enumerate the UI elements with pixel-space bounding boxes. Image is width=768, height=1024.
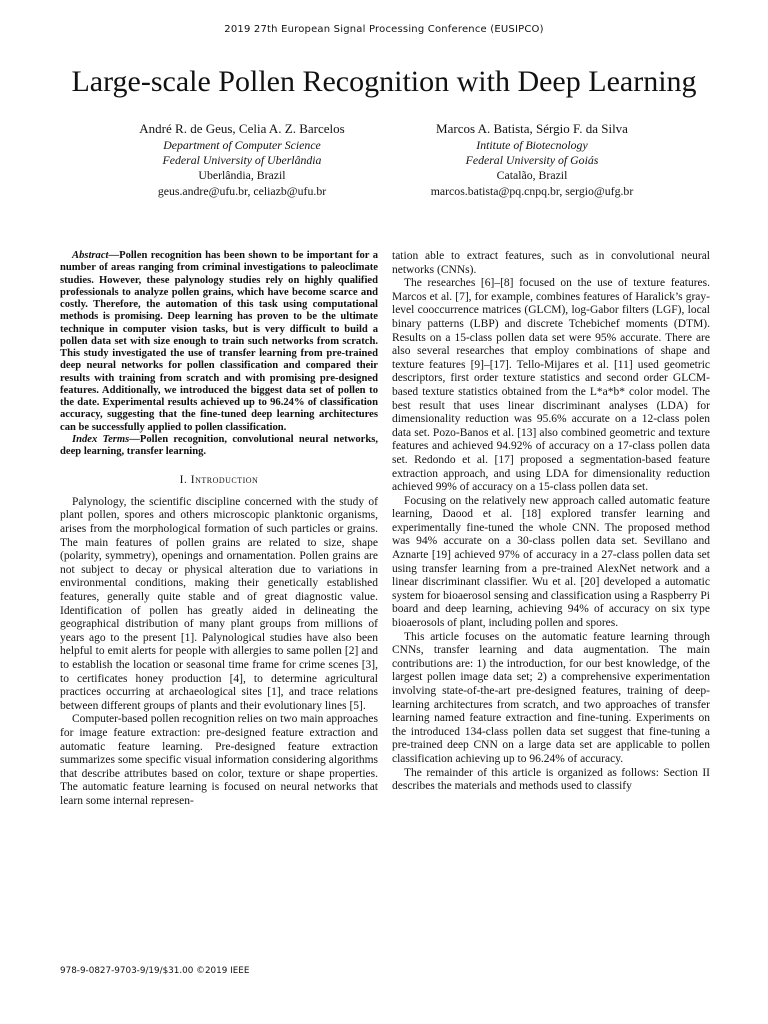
paragraph: Palynology, the scientific discipline concerned with the study of plant pollen, spores and others microscopic planktonic organisms, arises from the morphological formation of such particles or grains. The main features of pollen grains are related to size, shape (polarity, symmetry), openings and ornamentation. Pollen grains are not subject to decay or physical alteration due to variations in environmental conditions, making their genetically established features, generally quite stable and of great diagnostic value. Identification of pollen has greatly aided in delineating the geographical distribution of many plant groups from millions of years ago to the present [1]. Palynological studies have also been helpful to emit alerts for people with allergies to same pollen [2] and to establish the location or seasonal time frame for crime scenes [3], to certificates honey production [4], to determine agricultural practices occurring at archaeological sites [1], and trace relations between different groups of plants and their evolutionary lines [5].	[60, 495, 378, 712]
author-block-2	[382, 120, 682, 199]
author-department: Department of Computer Science	[163, 138, 321, 152]
author-location: Catalão, Brazil	[496, 168, 568, 183]
section-number: I.	[179, 474, 188, 487]
author-block-1	[92, 120, 392, 199]
author-university: Federal University of Uberlândia	[162, 153, 322, 168]
paragraph: Focusing on the relatively new approach called automatic feature learning, Daood et al. [18] explored transfer learning and experimentally fine-tuned the whole CNN. The proposed method was 94% accurate on a 30-class pollen data set. Sevillano and Aznarte [19] achieved 97% of accuracy in a 27-class pollen data set using transfer learning from a pre-trained AlexNet network and a linear discriminant classifier. Wu et al. [20] developed a automatic system for bioaerosol sensing and classification using a Raspberry Pi board and deep learning, achieving 94% of accuracy on six type bioaerosols of plant, including pollen and spores.	[392, 494, 710, 630]
author-email: marcos.batista@pq.cnpq.br, sergio@ufg.br	[430, 183, 634, 198]
abstract	[60, 250, 378, 434]
abstract-label: Abstract	[72, 250, 109, 261]
author-names: André R. de Geus, Celia A. Z. Barcelos	[139, 121, 345, 136]
author-email: geus.andre@ufu.br, celiazb@ufu.br	[157, 183, 327, 198]
author-department: Intitute of Biotecnology	[476, 138, 588, 152]
index-terms	[60, 434, 378, 459]
conference-header: 2019 27th European Signal Processing Conference (EUSIPCO)	[224, 24, 544, 35]
paragraph: This article focuses on the automatic feature learning through CNNs, transfer learning and data augmentation. The main contributions are: 1) the introduction, for our best knowledge, of the largest pollen image data set; 2) a comprehensive experimentation involving state-of-the-art pre-designed features, training of deep-learning architectures from scratch, and two approaches of transfer learning named feature extraction and fine-tuning. Experiments on the introduced 134-class pollen data set suggest that fine-tuning a pre-trained deep CNN on a large data set are applicable to pollen classification achieving up to 96.24% of accuracy.	[392, 630, 710, 765]
paragraph: The remainder of this article is organized as follows: Section II describes the materials and methods used to classify	[392, 766, 710, 793]
copyright-footer: 978-9-0827-9703-9/19/$31.00 ©2019 IEEE	[60, 966, 250, 976]
author-location: Uberlândia, Brazil	[198, 168, 286, 183]
right-column	[392, 250, 710, 794]
section-heading	[60, 474, 378, 488]
abstract-text: —Pollen recognition has been shown to be important for a number of areas ranging from criminal investigations to paleoclimate studies. However, these palynology studies rely on highly qualified professionals to analyze pollen grains, which have become scarce and costly. Therefore, the automation of this task using computational methods is promising. Deep learning has proven to be the ultimate technique in computer vision tasks, but is very difficult to build a pollen data set with size enough to train such networks from scratch. This study investigated the use of transfer learning from pre-trained deep neural networks for pollen classification and compared their results with training from scratch and with promising pre-designed features. Additionally, we introduced the biggest data set of pollen to the date. Experimental results achieved up to 96.24% of classification accuracy, suggesting that the fine-tuned deep learning architectures can be successfully applied to pollen classification.	[60, 250, 378, 433]
index-terms-text: —Pollen recognition, convolutional neural networks, deep learning, transfer learning.	[60, 433, 378, 457]
section-title: Introduction	[190, 474, 259, 487]
left-column	[60, 250, 378, 809]
author-names: Marcos A. Batista, Sérgio F. da Silva	[436, 121, 628, 136]
paragraph: Computer-based pollen recognition relies on two main approaches for image feature extraction: pre-designed feature extraction and automatic feature learning. Pre-designed feature extraction summarizes some specific visual information considering algorithms that describe attributes based on color, texture or shape properties. The automatic feature learning is focused on neural networks that learn some internal represen-	[60, 713, 378, 807]
author-university: Federal University of Goiás	[465, 153, 599, 168]
paragraph: tation able to extract features, such as in convolutional neural networks (CNNs).	[392, 250, 710, 276]
paragraph: The researches [6]–[8] focused on the use of texture features. Marcos et al. [7], for example, combines features of Haralick’s gray-level cooccurrence matrices (GLCM), log-Gabor filters (LGF), local binary patterns (LBP) and discrete Tchebichef moments (DTM). Results on a 15-class pollen data set were 95% accurate. There are also several researches that employ combinations of shape and texture features [9]–[17]. Tello-Mijares et al. [11] used geometric descriptors, first order texture statistics and second order GLCM-based texture statistics obtained from the L*a*b* color model. The best result that uses linear discriminant analyses (LDA) for dimensionality reduction was 95.6% accurate on a 12-class polen data set. Pozo-Banos et al. [13] also combined geometric and texture features and achieved 94.92% of accuracy on a 17-class pollen data set. Redondo et al. [17] proposed a segmentation-based feature extraction approach, and using LDA for dimensionality reduction achieved 99% of accuracy on a 15-class pollen data set.	[392, 277, 710, 494]
paper-title: Large-scale Pollen Recognition with Deep Learning	[71, 65, 697, 98]
index-terms-label: Index Terms	[72, 433, 130, 445]
